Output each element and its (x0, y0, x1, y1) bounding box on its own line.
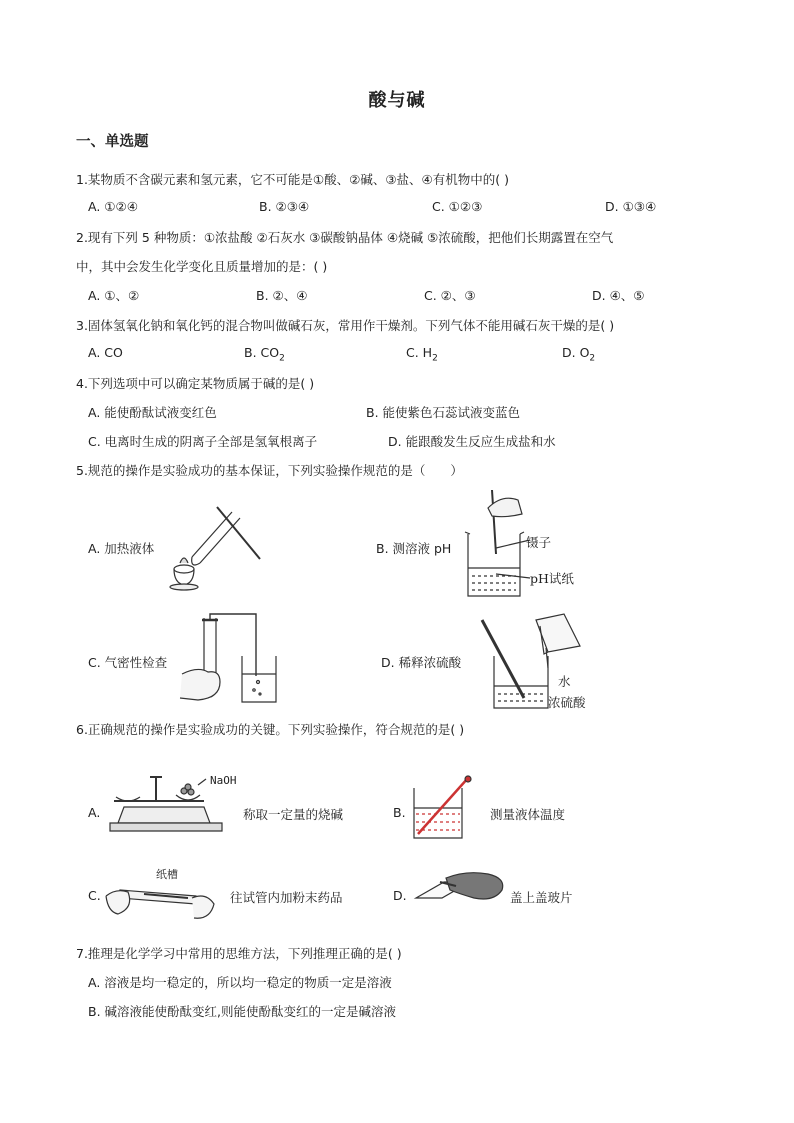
question-4-option-c[interactable]: C. 电离时生成的阴离子全部是氢氧根离子 (88, 434, 318, 449)
question-4-option-d[interactable]: D. 能跟酸发生反应生成盐和水 (388, 434, 556, 449)
question-3-option-c[interactable] (406, 345, 438, 364)
subscript: 2 (589, 353, 596, 364)
question-5-option-d[interactable]: D. 稀释浓硫酸 (381, 655, 462, 670)
question-2-stem-line2: 中，其中会发生化学变化且质量增加的是：( ) (76, 259, 328, 274)
tweezers-label: 镊子 (526, 535, 552, 550)
question-5-stem: 5.规范的操作是实验成功的基本保证，下列实验操作规范的是（ ） (76, 463, 463, 478)
heating-liquid-figure (162, 497, 272, 592)
question-5-option-b[interactable]: B. 测溶液 pH (376, 541, 452, 556)
question-6-option-b-letter[interactable]: B. (393, 805, 406, 820)
cover-slip-figure (410, 868, 506, 910)
question-2-option-d[interactable]: D. ④、⑤ (592, 288, 645, 303)
question-6-option-a-text: 称取一定量的烧碱 (243, 807, 344, 822)
question-3-stem: 3.固体氢氧化钠和氧化钙的混合物叫做碱石灰，常用作干燥剂。下列气体不能用碱石灰干燥的是( ) (76, 318, 615, 333)
paper-trough-label: 纸槽 (156, 868, 178, 881)
question-6-stem: 6.正确规范的操作是实验成功的关键。下列实验操作，符合规范的是( ) (76, 722, 465, 737)
airtightness-check-figure (178, 612, 288, 707)
subscript: 2 (432, 353, 438, 364)
option-text: B. CO (244, 345, 280, 360)
question-1-option-d[interactable]: D. ①③④ (605, 199, 657, 214)
option-text: A. CO (88, 345, 123, 360)
question-7-option-b[interactable]: B. 碱溶液能使酚酞变红,则能使酚酞变红的一定是碱溶液 (88, 1004, 396, 1019)
question-1-option-a[interactable]: A. ①②④ (88, 199, 138, 214)
question-1-option-b[interactable]: B. ②③④ (259, 199, 310, 214)
question-6-option-a-letter[interactable]: A. (88, 805, 101, 820)
question-6-option-c-letter[interactable]: C. (88, 888, 101, 903)
option-text: C. H (406, 345, 433, 360)
question-7-option-a[interactable]: A. 溶液是均一稳定的，所以均一稳定的物质一定是溶液 (88, 975, 392, 990)
water-label: 水 (558, 674, 571, 689)
question-3-option-d[interactable] (562, 345, 595, 364)
question-6-option-d-text: 盖上盖玻片 (510, 890, 573, 905)
section-heading: 一、单选题 (76, 134, 149, 150)
question-2-option-c[interactable]: C. ②、③ (424, 288, 476, 303)
question-5-option-a[interactable]: A. 加热液体 (88, 541, 155, 556)
question-7-stem: 7.推理是化学学习中常用的思维方法，下列推理正确的是( ) (76, 946, 402, 961)
ph-paper-label: pH试纸 (530, 571, 574, 586)
question-4-option-b[interactable]: B. 能使紫色石蕊试液变蓝色 (366, 405, 521, 420)
thermometer-beaker-figure (408, 774, 474, 840)
question-6-option-c-text: 往试管内加粉末药品 (230, 890, 343, 905)
option-text: D. O (562, 345, 590, 360)
question-1-stem: 1.某物质不含碳元素和氢元素，它不可能是①酸、②碱、③盐、④有机物中的( ) (76, 172, 509, 187)
question-3-option-a[interactable] (88, 345, 123, 364)
question-3-option-b[interactable] (244, 345, 285, 364)
question-6-option-b-text: 测量液体温度 (490, 807, 566, 822)
question-6-option-d-letter[interactable]: D. (393, 888, 407, 903)
question-2-option-a[interactable]: A. ①、② (88, 288, 140, 303)
question-2-stem-line1: 2.现有下列 5 种物质：①浓盐酸 ②石灰水 ③碳酸钠晶体 ④烧碱 ⑤浓硫酸，把他们长期露置在空气 (76, 230, 614, 245)
question-4-option-a[interactable]: A. 能使酚酞试液变红色 (88, 405, 217, 420)
question-4-stem: 4.下列选项中可以确定某物质属于碱的是( ) (76, 376, 315, 391)
question-2-option-b[interactable]: B. ②、④ (256, 288, 308, 303)
question-5-option-c[interactable]: C. 气密性检查 (88, 655, 168, 670)
page-title: 酸与碱 (368, 90, 426, 111)
naoh-label: NaOH (210, 774, 237, 787)
subscript: 2 (279, 353, 285, 364)
concentrated-acid-label: 浓硫酸 (548, 695, 586, 710)
question-1-option-c[interactable]: C. ①②③ (432, 199, 483, 214)
